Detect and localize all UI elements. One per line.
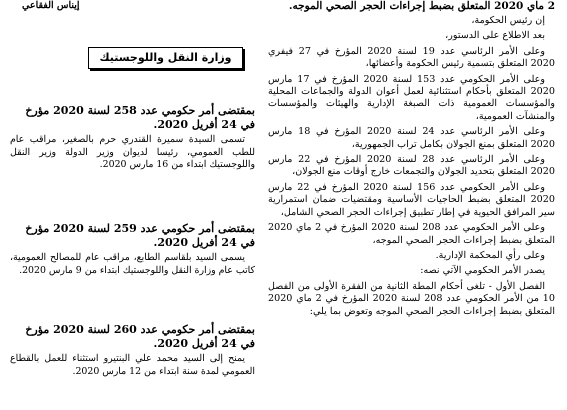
decree-title: 2 ماي 2020 المتعلق بضبط إجراءات الحجر الصحي الموجه. <box>288 0 555 12</box>
paragraph: وعلى الأمر الرئاسي عدد 19 لسنة 2020 المؤرخ في 27 فيفري 2020 المتعلق بتسمية رئيس الحكومة وأعضائها، <box>268 45 555 70</box>
decree-block <box>10 323 255 378</box>
paragraph: وعلى الأمر الرئاسي عدد 28 لسنة 2020 المؤرخ في 22 مارس 2020 المتعلق بتحديد الجولان والتجمعات خارج أوقات منع الجولان، <box>268 154 555 178</box>
decree-block <box>10 104 255 172</box>
decree-heading: بمقتضى أمر حكومي عدد 259 لسنة 2020 مؤرخ في 24 أفريل 2020. <box>25 222 255 249</box>
signatory-name: إيناس الفقاعي <box>22 0 80 11</box>
paragraph: إن رئيس الحكومة، <box>471 15 545 26</box>
paragraph: وعلى الأمر الحكومي عدد 153 لسنة 2020 المؤرخ في 17 مارس 2020 المتعلق بأحكام استثنائية لعمل أعوان الدولة والجماعات المحلية والمؤسسات العمومية ذات الصبغة الإدارية والهيئات والمؤسسات والمنشآت العمومية، <box>268 73 555 122</box>
paragraph: بعد الاطلاع على الدستور، <box>445 30 545 42</box>
decree-heading: بمقتضى أمر حكومي عدد 260 لسنة 2020 مؤرخ في 24 أفريل 2020. <box>25 323 255 350</box>
paragraph: وعلى رأي المحكمة الإدارية. <box>435 249 545 261</box>
right-column <box>268 0 555 321</box>
ministry-heading: وزارة النقل واللوجستيك <box>88 47 243 69</box>
decree-body: تسمى السيدة سميرة القندري حرم بالصغير، مراقب عام للطب العمومي، رئيسا لديوان وزير الدولة وزير النقل واللوجستيك ابتداء من 16 مارس 2020. <box>10 134 255 171</box>
paragraph: يصدر الأمر الحكومي الآتي نصه: <box>420 265 545 277</box>
paragraph: وعلى الأمر الحكومي عدد 156 لسنة 2020 المؤرخ في 22 مارس 2020 المتعلق بضبط الحاجيات الأساسية ومقتضيات ضمان استمرارية سير المرافق الحيوية في إطار تطبيق إجراءات الحجر الصحي الشامل، <box>268 181 555 218</box>
decree-body: يمنح إلى السيد محمد علي البنتيرو استثناء للعمل بالقطاع العمومي لمدة سنة ابتداء من 12 مارس 2020. <box>10 353 255 377</box>
paragraph: وعلى الأمر الرئاسي عدد 24 لسنة 2020 المؤرخ في 18 مارس 2020 المتعلق بمنع الجولان بكامل تراب الجمهورية، <box>268 126 555 150</box>
decree-heading: بمقتضى أمر حكومي عدد 258 لسنة 2020 مؤرخ في 24 أفريل 2020. <box>25 104 255 131</box>
decree-block <box>10 222 255 277</box>
decree-body: يسمى السيد بلقاسم الطابع، مراقب عام للمصالح العمومية، كاتب عام وزارة النقل واللوجستيك ابتداء من 9 مارس 2020. <box>10 252 255 276</box>
paragraph: الفصل الأول - تلغى أحكام المطة الثانية من الفقرة الأولى من الفصل 10 من الأمر الحكومي عدد 208 لسنة 2020 المؤرخ في 2 ماي 2020 المتعلق بضبط إجراءات الحجر الصحي الموجه وتعوض بما يلي: <box>268 280 555 317</box>
paragraph: وعلى الأمر الحكومي عدد 208 لسنة 2020 المؤرخ في 2 ماي 2020 المتعلق بضبط إجراءات الحجر الصحي الموجه، <box>268 222 555 246</box>
